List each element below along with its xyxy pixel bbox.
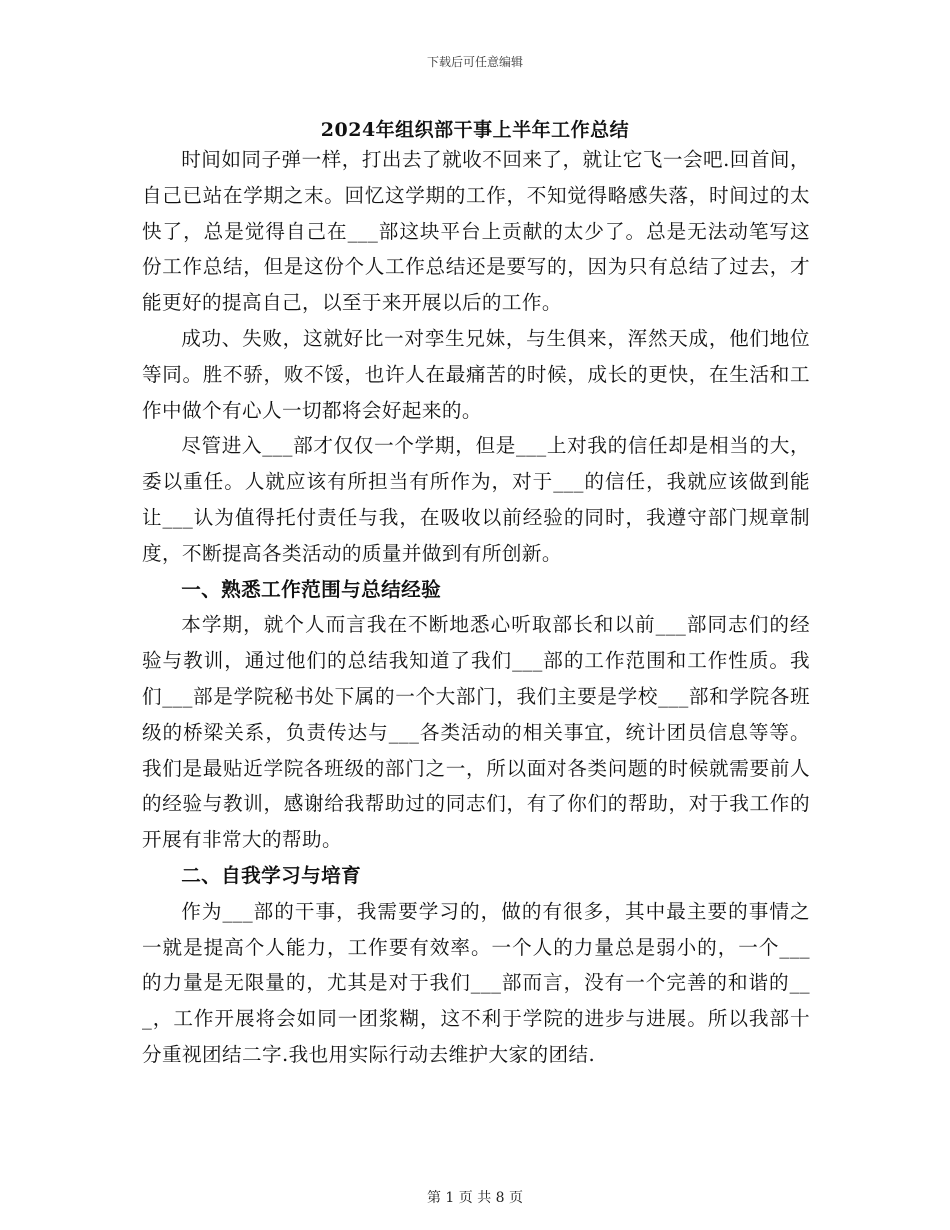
document-body [142,142,810,1073]
section-1-heading: 一、熟悉工作范围与总结经验 [181,577,442,601]
body-paragraph-2: 成功、失败，这就好比一对孪生兄妹，与生俱来，浑然天成，他们地位等同。胜不骄，败不馁，也许人在最痛苦的时候，成长的更快，在生活和工作中做个有心人一切都将会好起来的。 [142,326,810,422]
body-paragraph-1: 时间如同子弹一样，打出去了就收不回来了，就让它飞一会吧.回首间，自己已站在学期之末。回忆这学期的工作，不知觉得略感失落，时间过的太快了，总是觉得自己在___部这块平台上贡献的太少了。总是无法动笔写这份工作总结，但是这份个人工作总结还是要写的，因为只有总结了过去，才能更好的提高自己，以至于来开展以后的工作。 [142,148,810,315]
section-2-paragraph: 作为___部的干事，我需要学习的，做的有很多，其中最主要的事情之一就是提高个人能力，工作要有效率。一个人的力量总是弱小的，一个___的力量是无限量的，尤其是对于我们___部而言，没有一个完善的和谐的___，工作开展将会如同一团浆糊，这不利于学院的进步与进展。所以我部十分重视团结二字.我也用实际行动去维护大家的团结. [142,899,810,1066]
section-2-heading: 二、自我学习与培育 [181,863,362,887]
section-1-paragraph: 本学期，就个人而言我在不断地悉心听取部长和以前___部同志们的经验与教训，通过他们的总结我知道了我们___部的工作范围和工作性质。我们___部是学院秘书处下属的一个大部门，我们主要是学校___部和学院各班级的桥梁关系，负责传达与___各类活动的相关事宜，统计团员信息等等。我们是最贴近学院各班级的部门之一，所以面对各类问题的时候就需要前人的经验与教训，感谢给我帮助过的同志们，有了你们的帮助，对于我工作的开展有非常大的帮助。 [142,613,810,852]
page-header-note: 下载后可任意编辑 [426,55,523,69]
document-title: 2024年组织部干事上半年工作总结 [320,119,630,141]
page-number: 第 1 页 共 8 页 [426,1190,524,1206]
body-paragraph-3: 尽管进入___部才仅仅一个学期，但是___上对我的信任却是相当的大，委以重任。人就应该有所担当有所作为，对于___的信任，我就应该做到能让___认为值得托付责任与我，在吸收以前经验的同时，我遵守部门规章制度，不断提高各类活动的质量并做到有所创新。 [142,434,810,565]
